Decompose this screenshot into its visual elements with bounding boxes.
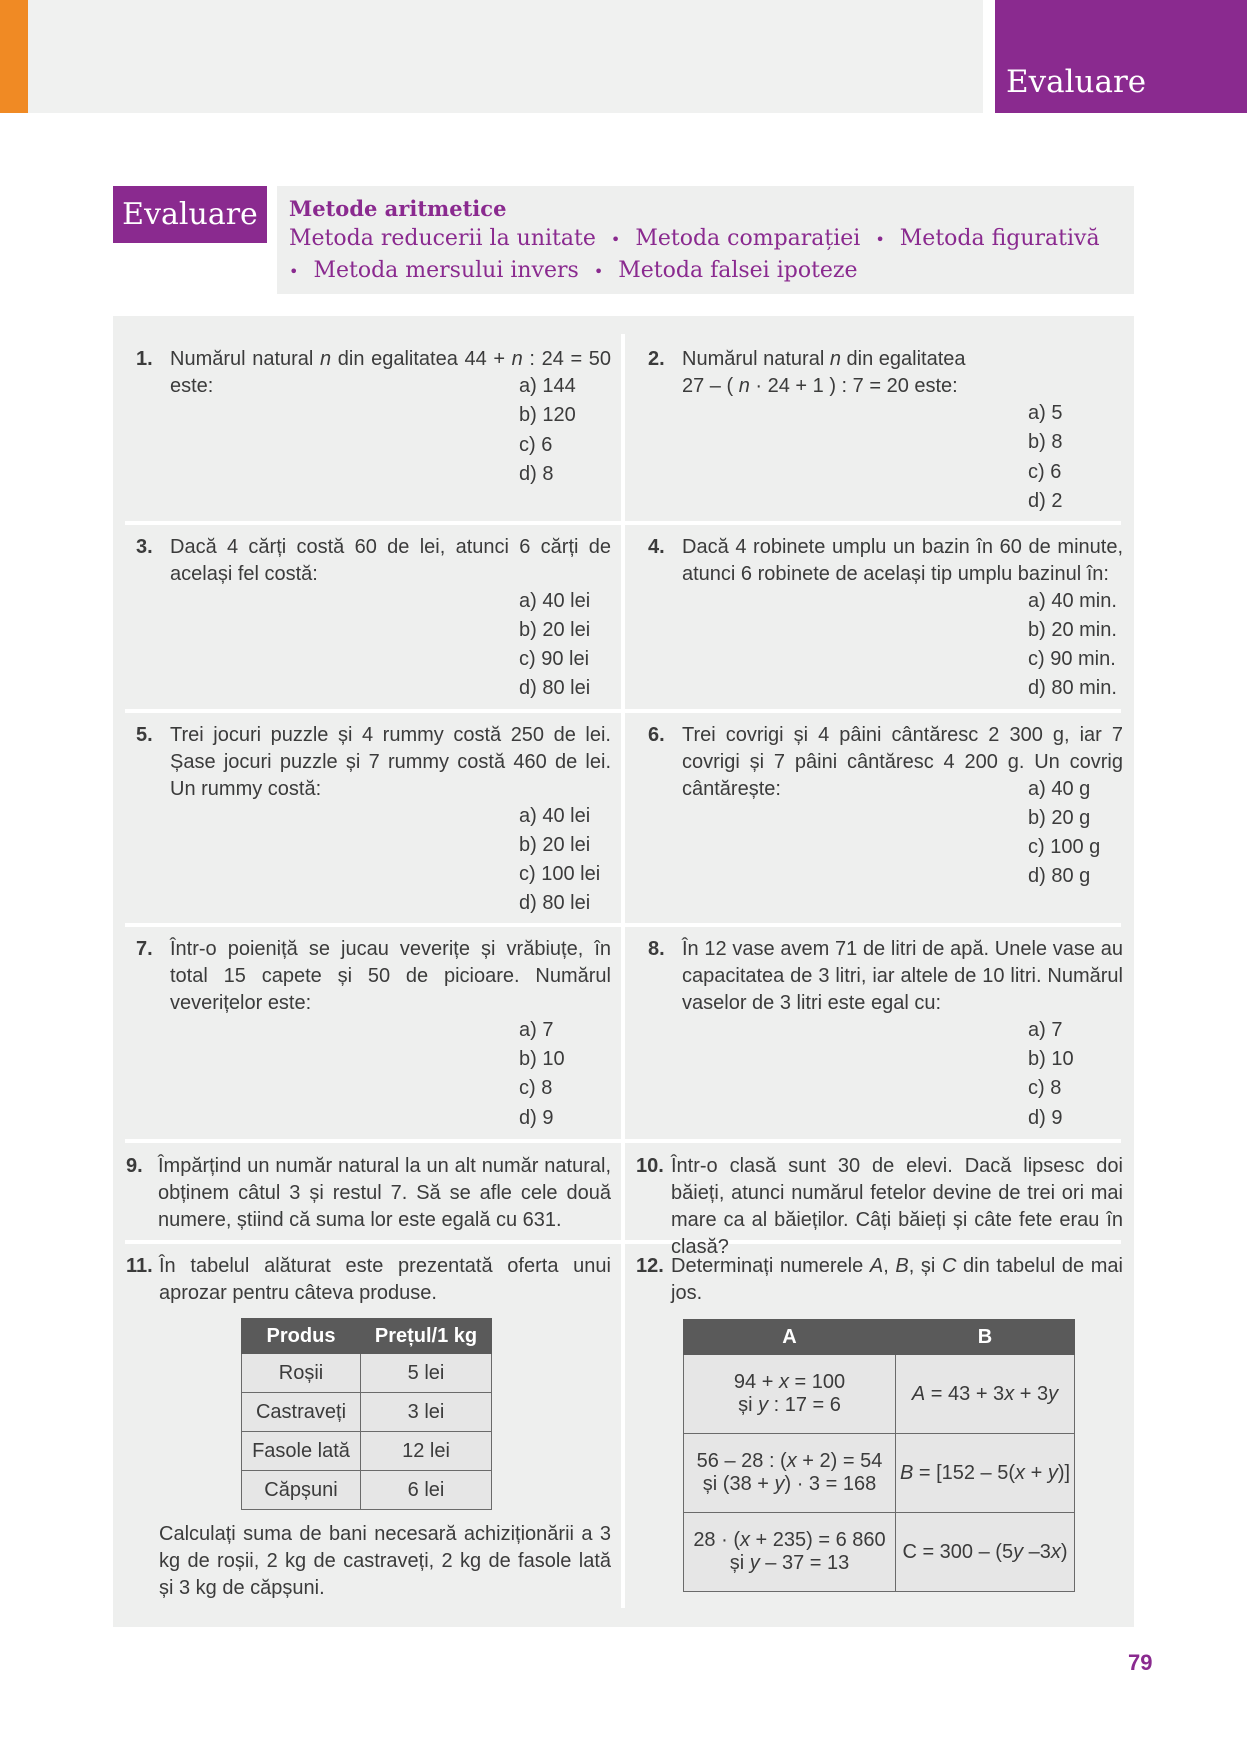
problem-number: 10. <box>636 1155 664 1177</box>
option-a: a) 40 lei <box>519 590 591 612</box>
option-a: a) 7 <box>519 1019 554 1041</box>
table-header: Produs <box>242 1319 361 1354</box>
problem-number: 5. <box>136 724 153 746</box>
orange-accent-bar <box>0 0 28 113</box>
option-a: a) 7 <box>1028 1019 1063 1041</box>
option-c: c) 6 <box>519 434 553 456</box>
problem-number: 3. <box>136 536 153 558</box>
option-d: d) 9 <box>519 1107 554 1129</box>
option-a: a) 40 lei <box>519 805 591 827</box>
option-c: c) 90 min. <box>1028 648 1116 670</box>
option-b: b) 20 lei <box>519 834 591 856</box>
option-b: b) 20 g <box>1028 807 1091 829</box>
option-b: b) 10 <box>1028 1048 1074 1070</box>
problem-text: Dacă 4 robinete umplu un bazin în 60 de minute, atunci 6 robinete de același tip umplu bazinul în: <box>682 536 1123 585</box>
section-badge: Evaluare <box>113 186 267 243</box>
bullet: • <box>593 262 604 281</box>
problem-text: Trei jocuri puzzle și 4 rummy costă 250 de lei. Șase jocuri puzzle și 7 rummy costă 460 de lei. Un rummy costă: <box>170 724 611 800</box>
option-b: b) 8 <box>1028 431 1063 453</box>
problem-number: 1. <box>136 348 153 370</box>
problem-text: Trei covrigi și 4 pâini cântăresc 2 300 g, iar 7 covrigi și 7 pâini cântăresc 4 200 g. Un covrig cântărește: <box>682 724 1123 800</box>
option-a: a) 144 <box>519 375 576 397</box>
option-d: d) 80 lei <box>519 892 591 914</box>
problem-number: 6. <box>648 724 665 746</box>
table-row <box>242 1471 492 1510</box>
problem-text: Determinați numerele A, B, și C din tabelul de mai jos. <box>671 1255 1123 1304</box>
option-c: c) 100 g <box>1028 836 1101 858</box>
option-b: b) 20 min. <box>1028 619 1117 641</box>
equation-cell: 56 – 28 : (x + 2) = 54 și (38 + y) · 3 = 168 <box>684 1434 896 1513</box>
problem-text: În tabelul alăturat este prezentată oferta unui aprozar pentru câteva produse. <box>159 1255 611 1304</box>
table-cell: Căpșuni <box>242 1471 361 1510</box>
table-row <box>242 1393 492 1432</box>
row-divider <box>125 521 1121 525</box>
problem-text: Numărul natural n din egalitatea 27 – ( n · 24 + 1 ) : 7 = 20 este: <box>682 348 966 397</box>
option-a: a) 40 g <box>1028 778 1091 800</box>
bullet: • <box>875 230 885 249</box>
option-b: b) 120 <box>519 404 576 426</box>
option-a: a) 5 <box>1028 402 1063 424</box>
topics-box <box>277 186 1134 294</box>
table-cell: Roșii <box>242 1354 361 1393</box>
problem-text: Într-o poieniță se jucau veverițe și vrăbiuțe, în total 15 capete și 50 de picioare. Numărul veverițelor este: <box>170 938 611 1014</box>
option-b: b) 20 lei <box>519 619 591 641</box>
option-b: b) 10 <box>519 1048 565 1070</box>
row-divider <box>125 1139 1121 1143</box>
problem-11-question: Calculați suma de bani necesară achiziționării a 3 kg de roșii, 2 kg de castraveți, 2 kg de fasole lată și 3 kg de căpșuni. <box>159 1523 611 1599</box>
header-title: Evaluare <box>1006 64 1147 100</box>
row-divider <box>125 709 1121 713</box>
row-divider <box>125 923 1121 927</box>
option-d: d) 2 <box>1028 490 1063 512</box>
option-c: c) 8 <box>1028 1077 1062 1099</box>
option-c: c) 8 <box>519 1077 553 1099</box>
option-d: d) 80 g <box>1028 865 1091 887</box>
topic: Metoda reducerii la unitate <box>289 226 596 251</box>
page-number: 79 <box>1128 1650 1153 1675</box>
bullet: • <box>289 262 299 281</box>
table-cell: Castraveți <box>242 1393 361 1432</box>
table-cell: 3 lei <box>361 1393 492 1432</box>
topic: Metoda falsei ipoteze <box>618 258 858 283</box>
topic: Metoda mersului invers <box>313 258 579 283</box>
problem-number: 12. <box>636 1255 664 1277</box>
table-header: A <box>684 1320 896 1355</box>
problem-text: Într-o clasă sunt 30 de elevi. Dacă lipsesc doi băieți, atunci numărul fetelor devine de trei ori mai mare ca al băieților. Câți băieți și câte fete erau în clasă? <box>671 1155 1123 1258</box>
topic: Metoda figurativă <box>899 226 1100 251</box>
topic: Metoda comparației <box>635 226 861 251</box>
topics-title: Metode aritmetice <box>289 196 507 221</box>
table-header: B <box>896 1320 1075 1355</box>
formula-cell: B = [152 – 5(x + y)] <box>896 1434 1075 1513</box>
table-row <box>684 1513 1075 1592</box>
equation-cell: 28 · (x + 235) = 6 860 și y – 37 = 13 <box>684 1513 896 1592</box>
problem-number: 7. <box>136 938 153 960</box>
option-a: a) 40 min. <box>1028 590 1117 612</box>
price-table <box>241 1318 492 1510</box>
topics-line-1 <box>289 226 1100 251</box>
problem-number: 11. <box>126 1255 153 1277</box>
problem-number: 8. <box>648 938 665 960</box>
problem-number: 4. <box>648 536 665 558</box>
option-d: d) 80 min. <box>1028 677 1117 699</box>
table-row <box>684 1434 1075 1513</box>
option-c: c) 100 lei <box>519 863 601 885</box>
table-row <box>684 1355 1075 1434</box>
header-band <box>28 0 983 113</box>
table-row <box>242 1354 492 1393</box>
topics-line-2 <box>289 258 858 283</box>
option-c: c) 90 lei <box>519 648 590 670</box>
bullet: • <box>610 230 621 249</box>
problem-number: 9. <box>126 1155 143 1177</box>
numbers-table <box>683 1319 1075 1592</box>
option-d: d) 80 lei <box>519 677 591 699</box>
problem-number: 2. <box>648 348 665 370</box>
table-cell: 5 lei <box>361 1354 492 1393</box>
equation-cell: 94 + x = 100 și y : 17 = 6 <box>684 1355 896 1434</box>
formula-cell: C = 300 – (5y –3x) <box>896 1513 1075 1592</box>
formula-cell: A = 43 + 3x + 3y <box>896 1355 1075 1434</box>
problem-text: Împărțind un număr natural la un alt număr natural, obținem câtul 3 și restul 7. Să se afle cele două numere, știind că suma lor este egală cu 631. <box>158 1155 611 1231</box>
table-cell: 12 lei <box>361 1432 492 1471</box>
problem-text: Dacă 4 cărți costă 60 de lei, atunci 6 cărți de același fel costă: <box>170 536 611 585</box>
option-d: d) 9 <box>1028 1107 1063 1129</box>
table-row <box>242 1432 492 1471</box>
table-cell: 6 lei <box>361 1471 492 1510</box>
table-cell: Fasole lată <box>242 1432 361 1471</box>
column-divider <box>621 334 625 1608</box>
option-d: d) 8 <box>519 463 554 485</box>
table-header: Prețul/1 kg <box>361 1319 492 1354</box>
problem-text: Numărul natural n din egalitatea 44 + n : 24 = 50 este: <box>170 348 611 397</box>
option-c: c) 6 <box>1028 461 1062 483</box>
problem-text: În 12 vase avem 71 de litri de apă. Unele vase au capacitatea de 3 litri, iar altele de 10 litri. Numărul vaselor de 3 litri este egal cu: <box>682 938 1123 1014</box>
